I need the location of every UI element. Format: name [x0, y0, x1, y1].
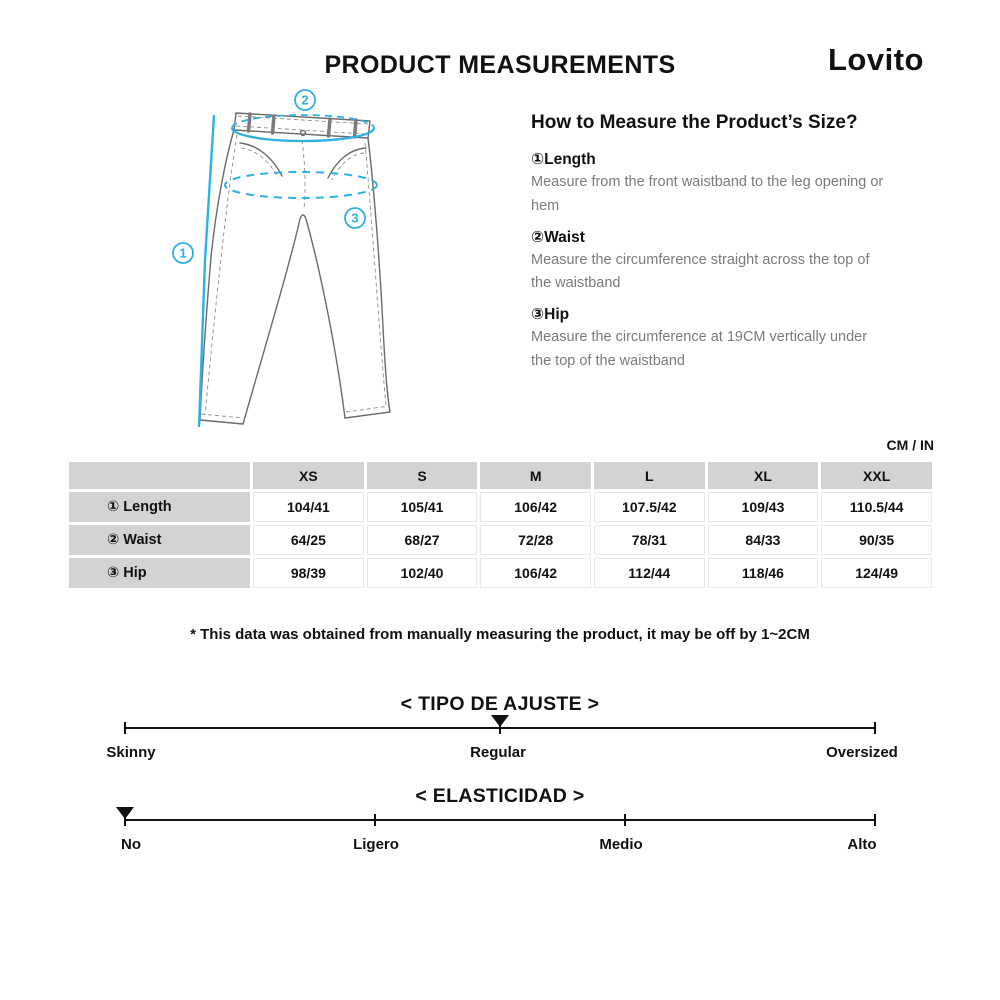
size-value-cell: 84/33 — [708, 525, 819, 555]
guide-waist-label: ②Waist — [531, 228, 585, 246]
size-value-cell: 118/46 — [708, 558, 819, 588]
size-column-header: XXL — [821, 462, 932, 489]
fit-label-oversized: Oversized — [826, 744, 898, 761]
pants-outline — [200, 113, 390, 424]
fit-indicator — [491, 715, 509, 727]
size-value-cell: 106/42 — [480, 492, 591, 522]
hip-measure-line — [225, 172, 377, 198]
guide-length-label: ①Length — [531, 151, 596, 168]
size-value-cell: 107.5/42 — [594, 492, 705, 522]
size-value-cell: 106/42 — [480, 558, 591, 588]
table-corner-cell — [69, 462, 250, 489]
size-value-cell: 78/31 — [594, 525, 705, 555]
guide-hip-desc: Measure the circumference at 19CM vertically under the top of the waistband — [531, 329, 868, 369]
size-value-cell: 72/28 — [480, 525, 591, 555]
guide-length-desc: Measure from the front waistband to the leg opening or hem — [531, 174, 884, 214]
size-value-cell: 110.5/44 — [821, 492, 932, 522]
fit-label-skinny: Skinny — [106, 744, 156, 761]
size-value-cell: 68/27 — [367, 525, 478, 555]
measure-guide — [531, 112, 887, 374]
size-column-header: L — [594, 462, 705, 489]
pants-diagram — [170, 85, 400, 435]
callout-length-number: 1 — [179, 245, 187, 261]
disclaimer-text: * This data was obtained from manually measuring the product, it may be off by 1~2CM — [190, 626, 810, 643]
callout-hip-number: 3 — [351, 210, 359, 226]
elasticity-indicator — [116, 807, 134, 819]
size-value-cell: 105/41 — [367, 492, 478, 522]
size-value-cell: 112/44 — [594, 558, 705, 588]
table-row-waist — [69, 525, 932, 555]
size-column-header: XS — [253, 462, 364, 489]
size-value-cell: 98/39 — [253, 558, 364, 588]
brand-logo: Lovito — [828, 42, 924, 77]
table-row-length — [69, 492, 932, 522]
callout-waist-number: 2 — [301, 92, 309, 108]
size-value-cell: 104/41 — [253, 492, 364, 522]
guide-waist-desc: Measure the circumference straight across the top of the waistband — [531, 251, 870, 292]
elasticity-section-title: < ELASTICIDAD > — [415, 785, 585, 807]
elasticity-scale — [100, 804, 900, 834]
size-column-header: M — [480, 462, 591, 489]
guide-hip-label: ③Hip — [531, 306, 570, 324]
size-value-cell: 109/43 — [708, 492, 819, 522]
stitch-lines — [201, 116, 389, 418]
fit-section-title: < TIPO DE AJUSTE > — [400, 693, 600, 715]
size-column-header: XL — [708, 462, 819, 489]
size-value-cell: 102/40 — [367, 558, 478, 588]
page-title: PRODUCT MEASUREMENTS — [324, 51, 676, 79]
row-label: ① Length — [69, 492, 250, 522]
fit-label-regular: Regular — [470, 744, 526, 761]
elasticity-label-no: No — [121, 836, 141, 853]
size-value-cell: 124/49 — [821, 558, 932, 588]
size-value-cell: 90/35 — [821, 525, 932, 555]
length-measure-line — [199, 115, 214, 427]
fit-scale — [100, 712, 900, 742]
units-label: CM / IN — [886, 437, 934, 453]
table-header-row — [69, 462, 932, 489]
size-column-header: S — [367, 462, 478, 489]
size-value-cell: 64/25 — [253, 525, 364, 555]
row-label: ② Waist — [69, 525, 250, 555]
size-table — [66, 459, 935, 591]
measure-guide-title: How to Measure the Product’s Size? — [531, 112, 858, 133]
table-row-hip — [69, 558, 932, 588]
elasticity-label-alto: Alto — [847, 836, 877, 853]
row-label: ③ Hip — [69, 558, 250, 588]
elasticity-label-ligero: Ligero — [353, 836, 399, 853]
elasticity-label-medio: Medio — [599, 836, 643, 853]
